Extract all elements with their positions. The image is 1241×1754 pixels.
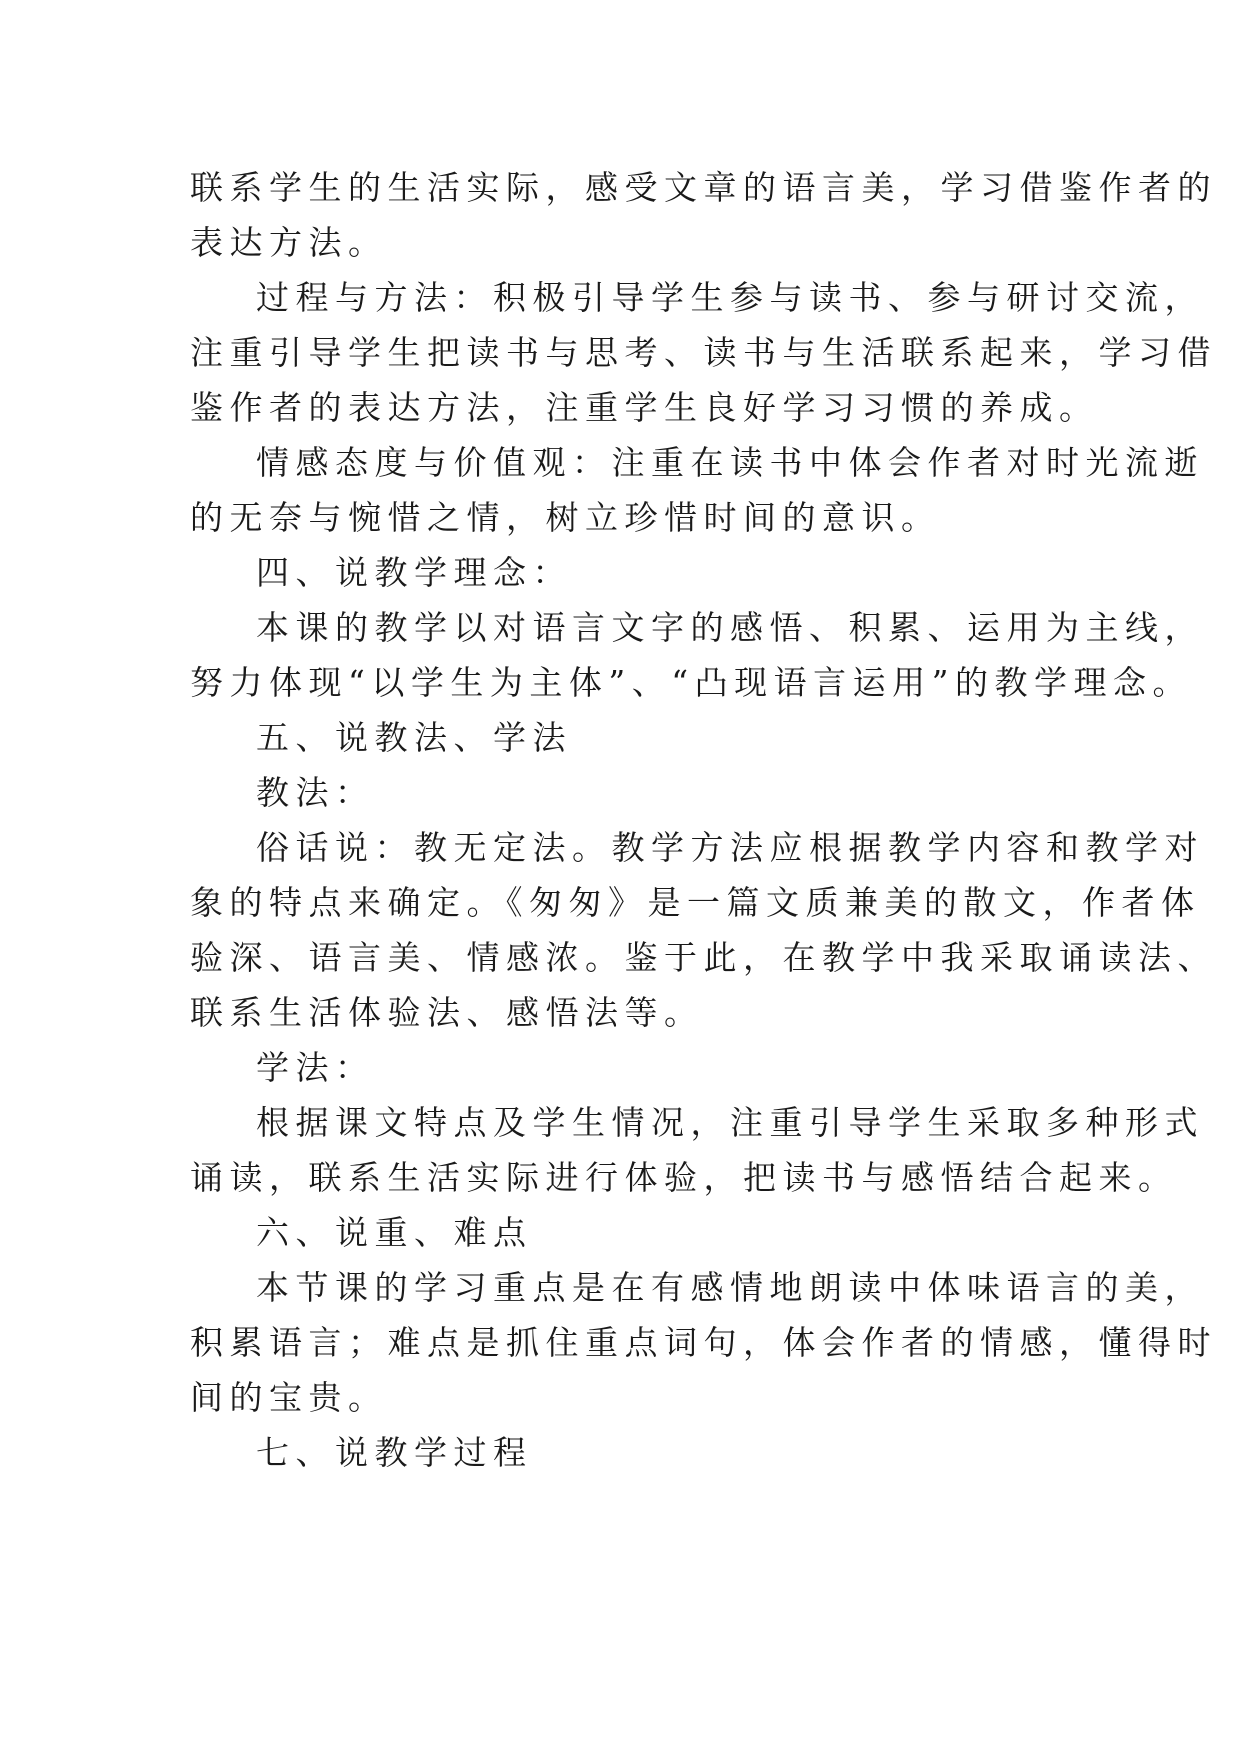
text-line-1: 联系学生的生活实际，感受文章的语言美，学习借鉴作者的 (190, 168, 1217, 207)
text-line-10: 努力体现“以学生为主体”、“凸现语言运用”的教学理念。 (190, 663, 1192, 702)
section-heading-6: 六、说重、难点 (256, 1213, 533, 1252)
document-body (190, 160, 1217, 1480)
subheading-learning-method: 学法： (256, 1048, 375, 1087)
text-line-7: 的无奈与惋惜之情，树立珍惜时间的意识。 (190, 498, 941, 537)
text-line-16: 联系生活体验法、感悟法等。 (190, 993, 704, 1032)
text-line-15: 验深、语言美、情感浓。鉴于此，在教学中我采取诵读法、 (190, 938, 1217, 977)
text-line-9: 本课的教学以对语言文字的感悟、积累、运用为主线， (256, 608, 1204, 647)
text-line-6: 情感态度与价值观：注重在读书中体会作者对时光流逝 (256, 443, 1204, 482)
text-line-5: 鉴作者的表达方法，注重学生良好学习习惯的养成。 (190, 388, 1099, 427)
section-heading-7: 七、说教学过程 (256, 1433, 533, 1472)
section-heading-4: 四、说教学理念： (256, 553, 572, 592)
text-line-22: 积累语言；难点是抓住重点词句，体会作者的情感，懂得时 (190, 1323, 1217, 1362)
text-line-2: 表达方法。 (190, 223, 388, 262)
text-line-21: 本节课的学习重点是在有感情地朗读中体味语言的美， (256, 1268, 1204, 1307)
text-line-23: 间的宝贵。 (190, 1378, 388, 1417)
subheading-teaching-method: 教法： (256, 773, 375, 812)
text-line-4: 注重引导学生把读书与思考、读书与生活联系起来，学习借 (190, 333, 1217, 372)
text-line-3: 过程与方法：积极引导学生参与读书、参与研讨交流， (256, 278, 1204, 317)
section-heading-5: 五、说教法、学法 (256, 718, 572, 757)
text-line-13: 俗话说：教无定法。教学方法应根据教学内容和教学对 (256, 828, 1204, 867)
text-line-18: 根据课文特点及学生情况，注重引导学生采取多种形式 (256, 1103, 1204, 1142)
text-line-14: 象的特点来确定。《匆匆》是一篇文质兼美的散文，作者体 (190, 883, 1201, 922)
text-line-19: 诵读，联系生活实际进行体验，把读书与感悟结合起来。 (190, 1158, 1178, 1197)
